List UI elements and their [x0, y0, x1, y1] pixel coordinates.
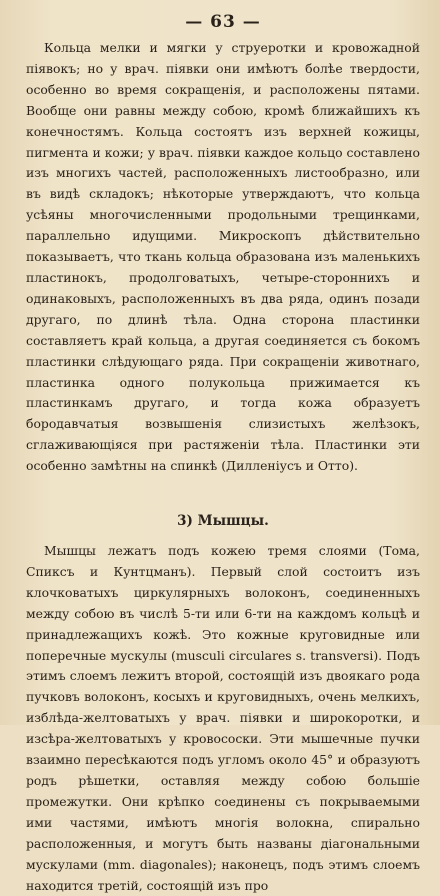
section-title: 3) Мышцы.	[177, 513, 269, 530]
paragraph-rings: Кольца мелки и мягки у струеротки и кровожадной піявокъ; но у врач. піявки они имѣютъ болѣе твердости, особенно во время сокращенія, и расположены пятами. Вообще они равны между собою, кромѣ ближайшихъ къ конечностямъ. Кольца состоятъ изъ верхней кожицы, пигмента и кожи; у врач. піявки каждое кольцо составлено изъ многихъ частей, расположенныхъ листообразно, или въ видѣ складокъ; нѣкоторые утверждаютъ, что кольца усѣяны многочисленными продольными трещинками, параллельно идущими. Микроскопъ дѣйствительно показываетъ, что ткань кольца образована изъ маленькихъ пластинокъ, продолговатыхъ, четыре-стороннихъ и одинаковыхъ, расположенныхъ въ два ряда, одинъ позади другаго, по длинѣ тѣла. Одна сторона пластинки составляетъ край кольца, а другая соединяется съ бокомъ пластинки слѣдующаго ряда. При сокращеніи животнаго, пластинка одного полукольца прижимается къ пластинкамъ другаго, и тогда кожа образуетъ бородавчатыя возвышенія слизистыхъ желѣзокъ, сглаживающіяся при растяженіи тѣла. Пластинки эти особенно замѣтны на спинкѣ (Дилленіусъ и Отто).	[26, 40, 420, 474]
paragraph-muscles: Мышцы лежатъ подъ кожею тремя слоями (Тома, Спиксъ и Кунтцманъ). Первый слой состоитъ изъ клочковатыхъ циркулярныхъ волоконъ, соединенныхъ между собою въ числѣ 5-ти или 6-ти на каждомъ кольцѣ и принадлежащихъ кожѣ. Это кожные круговидные или поперечные мускулы (musculi circulares s. transversi). Подъ этимъ слоемъ лежитъ второй, состоящій изъ двоякаго рода пучковъ волоконъ, косыхъ и круговидныхъ, очень мелкихъ, изблѣда-желтоватыхъ у врач. піявки и широкоротки, и изсѣра-желтоватыхъ у кровососки. Эти мышечные пучки взаимно пересѣкаются подъ угломъ около 45° и образуютъ родъ рѣшетки, оставляя между собою большіе промежутки. Они крѣпко соединены съ покрываемыми ими частями, имѣютъ многія волокна, спирально расположенныя, и могутъ быть названы діагональными мускулами (mm. diagonales); наконецъ, подъ этимъ слоемъ находится третій, состоящій изъ про	[26, 543, 420, 893]
page-number: — 63 —	[185, 12, 261, 32]
